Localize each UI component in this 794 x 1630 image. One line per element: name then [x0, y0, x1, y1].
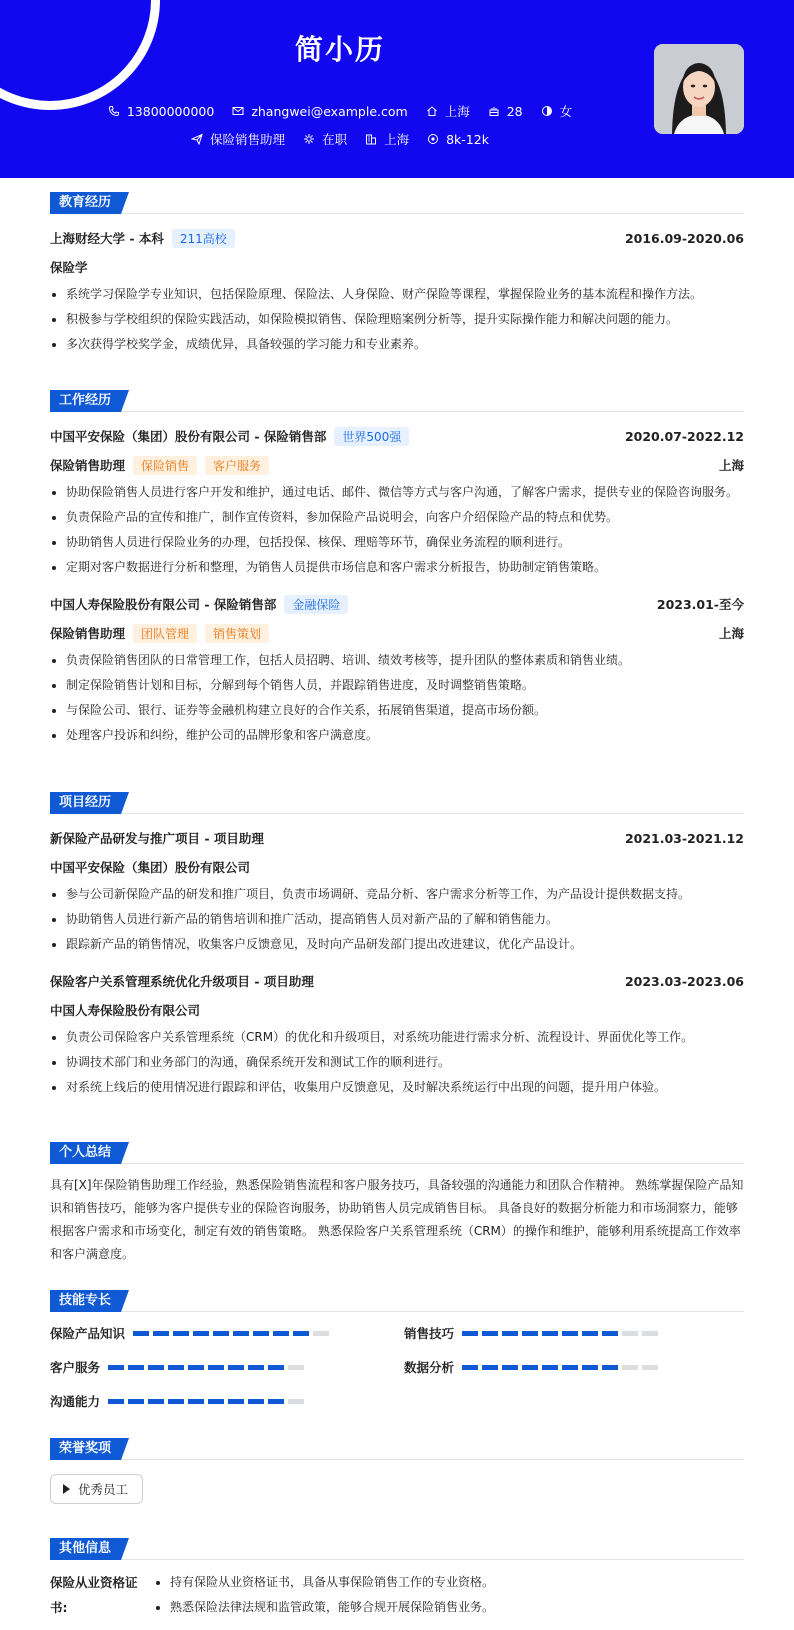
role-tag: 客户服务 — [205, 456, 269, 475]
section-title: 项目经历 — [50, 792, 121, 814]
contact-age — [488, 104, 523, 119]
list-item: 协助销售人员进行保险业务的办理，包括投保、核保、理赔等环节，确保业务流程的顺利进行。 — [50, 530, 744, 555]
skill-level-segment — [622, 1331, 638, 1336]
role-tag: 团队管理 — [133, 624, 197, 643]
skill-level-segment — [502, 1365, 518, 1370]
skill-level-segment — [288, 1365, 304, 1370]
skill-level-segment — [248, 1365, 264, 1370]
skill-name: 数据分析 — [404, 1360, 455, 1375]
skill-level-segment — [128, 1399, 144, 1404]
skill-level-segment — [168, 1399, 184, 1404]
skill-name: 沟通能力 — [50, 1394, 101, 1409]
other-section — [50, 1538, 744, 1620]
skill-level-segment — [313, 1331, 329, 1336]
skill-level-bar — [108, 1399, 308, 1404]
major-name: 保险学 — [50, 260, 88, 275]
email-icon — [232, 105, 244, 117]
work-role-row — [50, 455, 744, 475]
skill-level-segment — [193, 1331, 209, 1336]
skill-level-segment — [462, 1331, 478, 1336]
list-item: 参与公司新保险产品的研发和推广项目，负责市场调研、竞品分析、客户需求分析等工作，为产品设计提供数据支持。 — [50, 882, 744, 907]
skill-level-segment — [188, 1365, 204, 1370]
skill-level-segment — [622, 1365, 638, 1370]
role-tag: 保险销售 — [133, 456, 197, 475]
school-name: 上海财经大学 - 本科 — [50, 231, 164, 246]
project-date: 2021.03-2021.12 — [624, 830, 744, 846]
education-title-bar — [50, 192, 744, 214]
skill-name: 销售技巧 — [404, 1326, 455, 1341]
skill-name: 保险产品知识 — [50, 1326, 126, 1341]
skill-level-segment — [522, 1331, 538, 1336]
section-title: 荣誉奖项 — [50, 1438, 121, 1460]
company-tag: 金融保险 — [284, 595, 348, 614]
skill-level-segment — [268, 1399, 284, 1404]
section-title: 其他信息 — [50, 1538, 121, 1560]
skill-level-segment — [268, 1365, 284, 1370]
salary-text: 8k-12k — [446, 131, 489, 147]
other-row — [50, 1570, 744, 1620]
company-tag: 世界500强 — [334, 427, 409, 446]
list-item: 负责公司保险客户关系管理系统（CRM）的优化和升级项目，对系统功能进行需求分析、流程设计、界面优化等工作。 — [50, 1025, 744, 1050]
skill-level-segment — [542, 1365, 558, 1370]
skill-level-segment — [208, 1399, 224, 1404]
projects-title-bar — [50, 792, 744, 814]
education-date: 2016.09-2020.06 — [624, 230, 744, 246]
skill-level-segment — [462, 1365, 478, 1370]
list-item: 熟悉保险法律法规和监管政策，能够合规开展保险销售业务。 — [154, 1595, 494, 1620]
other-bullets — [154, 1570, 494, 1620]
email-text: zhangwei@example.com — [251, 103, 408, 119]
company-name: 中国平安保险（集团）股份有限公司 - 保险销售部 — [50, 429, 327, 444]
contact-gender — [541, 102, 573, 120]
contact-phone — [108, 104, 214, 119]
list-item: 系统学习保险学专业知识，包括保险原理、保险法、人身保险、财产保险等课程，掌握保险业务的基本流程和操作方法。 — [50, 282, 744, 307]
skills-title-bar — [50, 1290, 744, 1312]
phone-icon — [108, 105, 120, 117]
project-company: 中国平安保险（集团）股份有限公司 — [50, 860, 251, 875]
awards-title-bar — [50, 1438, 744, 1460]
skill-level-bar — [462, 1331, 662, 1336]
work-bullets — [50, 648, 744, 748]
project-bullets — [50, 1025, 744, 1100]
skill-level-segment — [582, 1331, 598, 1336]
intention-city — [365, 130, 409, 148]
skill-item — [50, 1392, 308, 1410]
portrait-icon — [654, 44, 744, 134]
age-icon — [488, 105, 500, 117]
skill-level-segment — [108, 1399, 124, 1404]
skill-level-segment — [293, 1331, 309, 1336]
resume-header — [0, 0, 794, 178]
skill-level-segment — [562, 1331, 578, 1336]
skill-level-segment — [542, 1331, 558, 1336]
list-item: 协助保险销售人员进行客户开发和维护，通过电话、邮件、微信等方式与客户沟通，了解客户需求，提供专业的保险咨询服务。 — [50, 480, 744, 505]
skill-level-bar — [108, 1365, 308, 1370]
work-location: 上海 — [718, 626, 744, 641]
skill-level-segment — [148, 1365, 164, 1370]
skill-level-segment — [213, 1331, 229, 1336]
building-icon — [365, 133, 377, 145]
skill-level-segment — [602, 1365, 618, 1370]
contact-email — [232, 104, 407, 119]
skill-item — [404, 1358, 662, 1376]
skill-level-segment — [108, 1365, 124, 1370]
gender-text: 女 — [559, 104, 573, 119]
education-entry-head — [50, 228, 744, 248]
skill-level-segment — [153, 1331, 169, 1336]
status-icon — [303, 133, 315, 145]
award-label: 优秀员工 — [78, 1482, 129, 1497]
skill-level-segment — [173, 1331, 189, 1336]
intention-position — [191, 130, 285, 148]
award-item[interactable] — [50, 1474, 143, 1504]
skill-level-segment — [128, 1365, 144, 1370]
list-item: 跟踪新产品的销售情况，收集客户反馈意见，及时向产品研发部门提出改进建议，优化产品设计。 — [50, 932, 744, 957]
skill-item — [50, 1358, 308, 1376]
skill-level-segment — [208, 1365, 224, 1370]
skill-level-segment — [582, 1365, 598, 1370]
salary-icon — [427, 133, 439, 145]
list-item: 处理客户投诉和纠纷，维护公司的品牌形象和客户满意度。 — [50, 723, 744, 748]
phone-text: 13800000000 — [126, 103, 215, 119]
avatar-photo — [654, 44, 744, 134]
candidate-name: 简小历 — [294, 33, 385, 66]
list-item: 定期对客户数据进行分析和整理，为销售人员提供市场信息和客户需求分析报告，协助制定销售策略。 — [50, 555, 744, 580]
skill-level-segment — [562, 1365, 578, 1370]
list-item: 协调技术部门和业务部门的沟通，确保系统开发和测试工作的顺利进行。 — [50, 1050, 744, 1075]
work-section — [50, 390, 744, 748]
work-entry-head — [50, 594, 744, 614]
skill-level-segment — [148, 1399, 164, 1404]
intention-status — [303, 130, 347, 148]
skill-level-segment — [248, 1399, 264, 1404]
project-date: 2023.03-2023.06 — [624, 973, 744, 989]
project-name: 保险客户关系管理系统优化升级项目 - 项目助理 — [50, 974, 314, 989]
section-title: 教育经历 — [50, 192, 121, 214]
skill-level-segment — [233, 1331, 249, 1336]
contact-location — [426, 102, 470, 120]
projects-section — [50, 792, 744, 1100]
education-section — [50, 192, 744, 357]
skill-level-segment — [253, 1331, 269, 1336]
list-item: 积极参与学校组织的保险实践活动，如保险模拟销售、保险理赔案例分析等，提升实际操作能力和解决问题的能力。 — [50, 307, 744, 332]
skill-item — [404, 1324, 662, 1342]
awards-section — [50, 1438, 744, 1504]
work-date: 2020.07-2022.12 — [624, 428, 744, 444]
position-text: 保险销售助理 — [210, 132, 286, 147]
contact-row — [0, 102, 680, 120]
play-icon — [63, 1484, 70, 1494]
city-text: 上海 — [384, 132, 410, 147]
project-entry-head — [50, 828, 744, 848]
work-location: 上海 — [718, 458, 744, 473]
skill-level-bar — [462, 1365, 662, 1370]
list-item: 与保险公司、银行、证券等金融机构建立良好的合作关系，拓展销售渠道，提高市场份额。 — [50, 698, 744, 723]
project-company: 中国人寿保险股份有限公司 — [50, 1003, 201, 1018]
other-title-bar — [50, 1538, 744, 1560]
status-text: 在职 — [322, 132, 348, 147]
section-title: 技能专长 — [50, 1290, 121, 1312]
project-name: 新保险产品研发与推广项目 - 项目助理 — [50, 831, 264, 846]
work-date: 2023.01-至今 — [656, 597, 744, 612]
list-item: 制定保险销售计划和目标，分解到每个销售人员，并跟踪销售进度，及时调整销售策略。 — [50, 673, 744, 698]
education-bullets — [50, 282, 744, 357]
send-icon — [191, 133, 203, 145]
role-tag: 销售策划 — [205, 624, 269, 643]
work-entry-head — [50, 426, 744, 446]
skill-level-segment — [168, 1365, 184, 1370]
home-icon — [426, 105, 438, 117]
other-label: 保险从业资格证书: — [50, 1575, 138, 1615]
skill-level-segment — [522, 1365, 538, 1370]
work-bullets — [50, 480, 744, 580]
skills-section — [50, 1290, 744, 1420]
skill-level-segment — [482, 1365, 498, 1370]
list-item: 对系统上线后的使用情况进行跟踪和评估，收集用户反馈意见，及时解决系统运行中出现的问题，提升用户体验。 — [50, 1075, 744, 1100]
role-name: 保险销售助理 — [50, 458, 126, 473]
list-item: 多次获得学校奖学金，成绩优异，具备较强的学习能力和专业素养。 — [50, 332, 744, 357]
work-role-row — [50, 623, 744, 643]
skill-name: 客户服务 — [50, 1360, 101, 1375]
skill-level-bar — [133, 1331, 333, 1336]
skill-item — [50, 1324, 333, 1342]
summary-section — [50, 1142, 744, 1266]
gender-icon — [541, 105, 553, 117]
skill-level-segment — [642, 1365, 658, 1370]
summary-title-bar — [50, 1142, 744, 1164]
skill-level-segment — [228, 1365, 244, 1370]
list-item: 负责保险产品的宣传和推广，制作宣传资料，参加保险产品说明会，向客户介绍保险产品的特点和优势。 — [50, 505, 744, 530]
skill-level-segment — [133, 1331, 149, 1336]
skill-level-segment — [273, 1331, 289, 1336]
summary-text: 具有[X]年保险销售助理工作经验，熟悉保险销售流程和客户服务技巧，具备较强的沟通能力和团队合作精神。 熟练掌握保险产品知识和销售技巧，能够为客户提供专业的保险咨询服务，协助销售人员完成销售目标。 具备良好的数据分析能力和市场洞察力，能够根据客户需求和市场变化，制定有效的销售策略。 熟悉保险客户关系管理系统（CRM）的操作和维护，能够利用系统提高工作效率和客户满意度。 — [50, 1178, 744, 1261]
list-item: 协助销售人员进行新产品的销售培训和推广活动，提高销售人员对新产品的了解和销售能力。 — [50, 907, 744, 932]
intention-row — [0, 130, 680, 148]
skill-level-segment — [482, 1331, 498, 1336]
skill-level-segment — [642, 1331, 658, 1336]
skill-level-segment — [502, 1331, 518, 1336]
company-name: 中国人寿保险股份有限公司 - 保险销售部 — [50, 597, 277, 612]
project-entry-head — [50, 971, 744, 991]
skill-level-segment — [188, 1399, 204, 1404]
skill-level-segment — [228, 1399, 244, 1404]
age-text: 28 — [506, 103, 523, 119]
skill-level-segment — [288, 1399, 304, 1404]
school-tag: 211高校 — [172, 229, 235, 248]
intention-salary — [427, 132, 489, 147]
location-text: 上海 — [444, 104, 470, 119]
work-title-bar — [50, 390, 744, 412]
list-item: 负责保险销售团队的日常管理工作，包括人员招聘、培训、绩效考核等，提升团队的整体素质和销售业绩。 — [50, 648, 744, 673]
list-item: 持有保险从业资格证书，具备从事保险销售工作的专业资格。 — [154, 1570, 494, 1595]
skill-level-segment — [602, 1331, 618, 1336]
project-bullets — [50, 882, 744, 957]
section-title: 个人总结 — [50, 1142, 121, 1164]
role-name: 保险销售助理 — [50, 626, 126, 641]
section-title: 工作经历 — [50, 390, 121, 412]
